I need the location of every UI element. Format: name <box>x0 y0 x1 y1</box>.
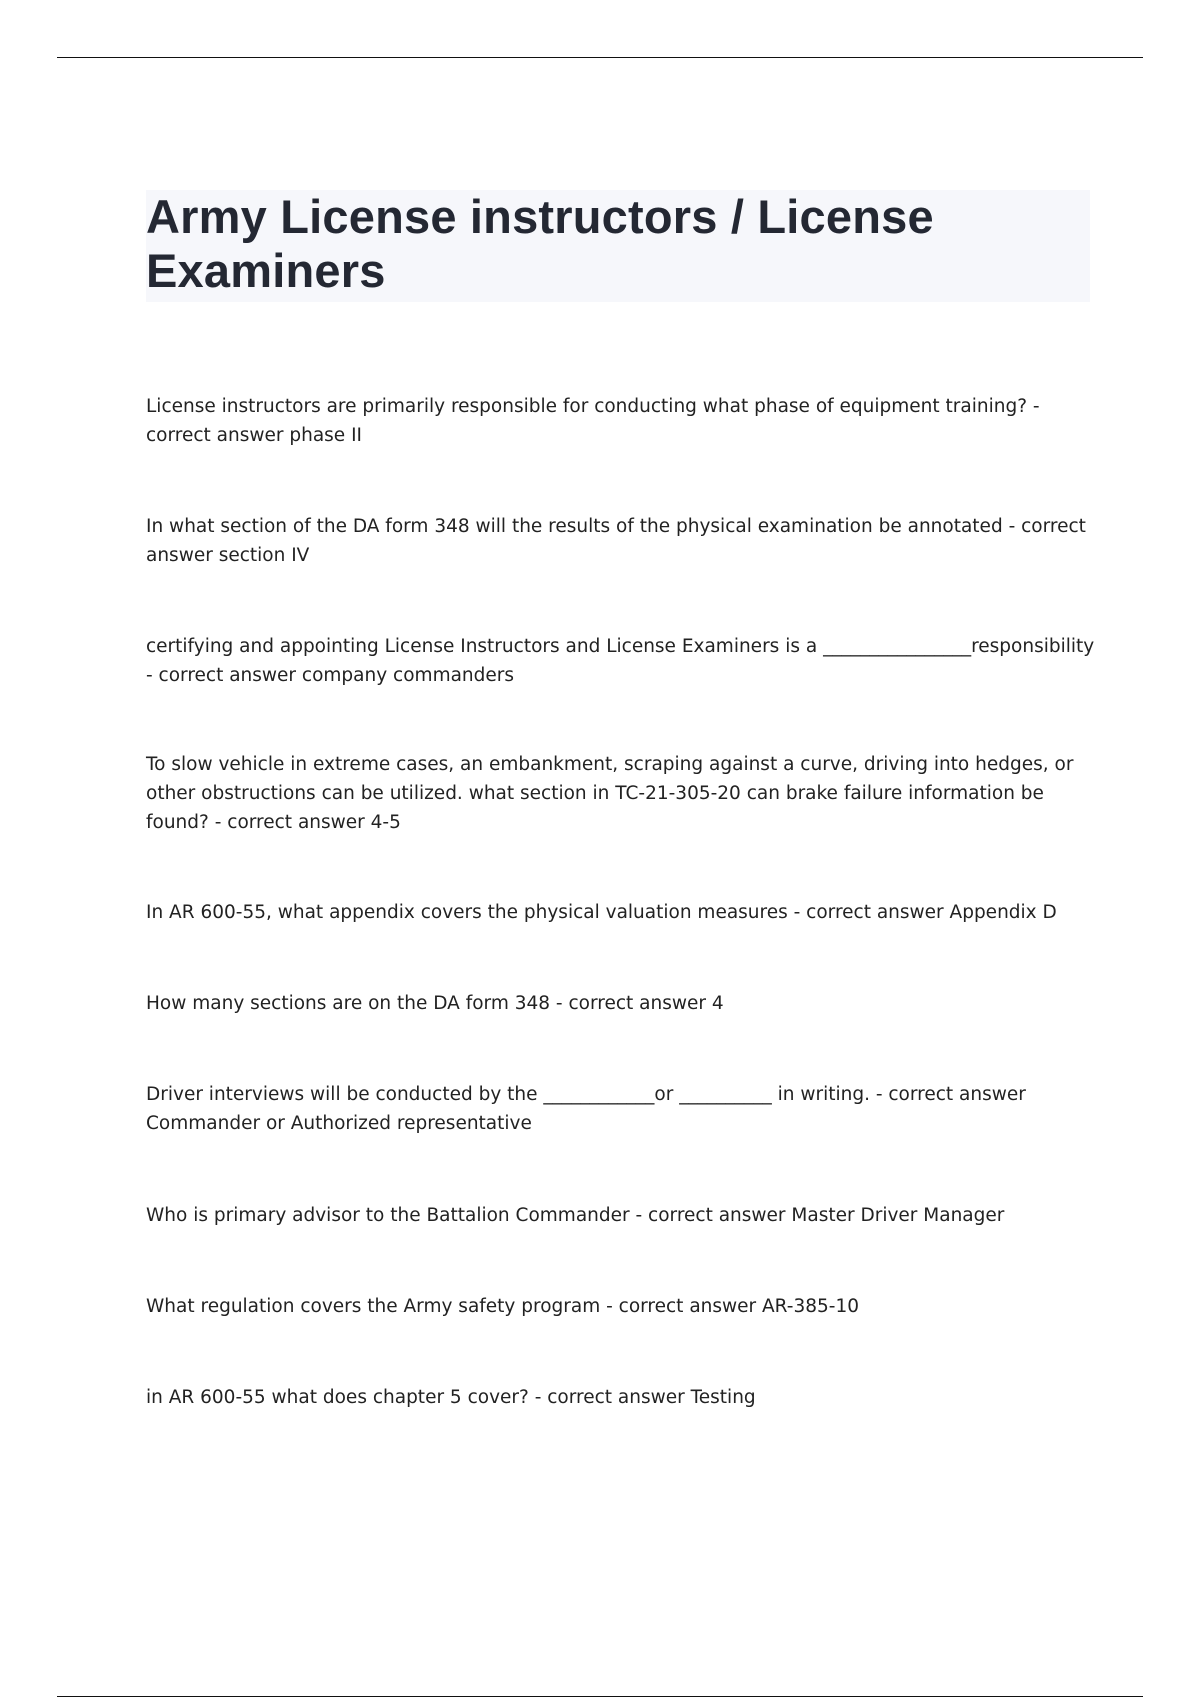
qa-item-2: In what section of the DA form 348 will the results of the physical examination be annotated - correct answer section IV <box>146 516 1086 566</box>
top-rule <box>57 57 1143 58</box>
qa-item-6: How many sections are on the DA form 348 - correct answer 4 <box>146 993 724 1014</box>
qa-item-1: License instructors are primarily responsible for conducting what phase of equipment training? - correct answer phase II <box>146 396 1040 446</box>
qa-item-10: in AR 600-55 what does chapter 5 cover? - correct answer Testing <box>146 1387 756 1408</box>
bottom-rule <box>57 1696 1143 1697</box>
qa-item-4: To slow vehicle in extreme cases, an embankment, scraping against a curve, driving into hedges, or other obstructions can be utilized. what section in TC-21-305-20 can brake failure information be found? - correct answer 4-5 <box>146 754 1074 833</box>
title-block <box>146 190 1090 302</box>
qa-item-3: certifying and appointing License Instructors and License Examiners is a ________________responsibility - correct answer company commanders <box>146 636 1095 686</box>
qa-item-5: In AR 600-55, what appendix covers the physical valuation measures - correct answer Appendix D <box>146 902 1057 923</box>
qa-item-8: Who is primary advisor to the Battalion Commander - correct answer Master Driver Manager <box>146 1205 1005 1226</box>
document-title: Army License instructors / License Examiners <box>146 190 934 297</box>
qa-item-7: Driver interviews will be conducted by the ____________or __________ in writing. - correct answer Commander or Authorized representative <box>146 1084 1026 1134</box>
qa-item-9: What regulation covers the Army safety program - correct answer AR-385-10 <box>146 1296 859 1317</box>
